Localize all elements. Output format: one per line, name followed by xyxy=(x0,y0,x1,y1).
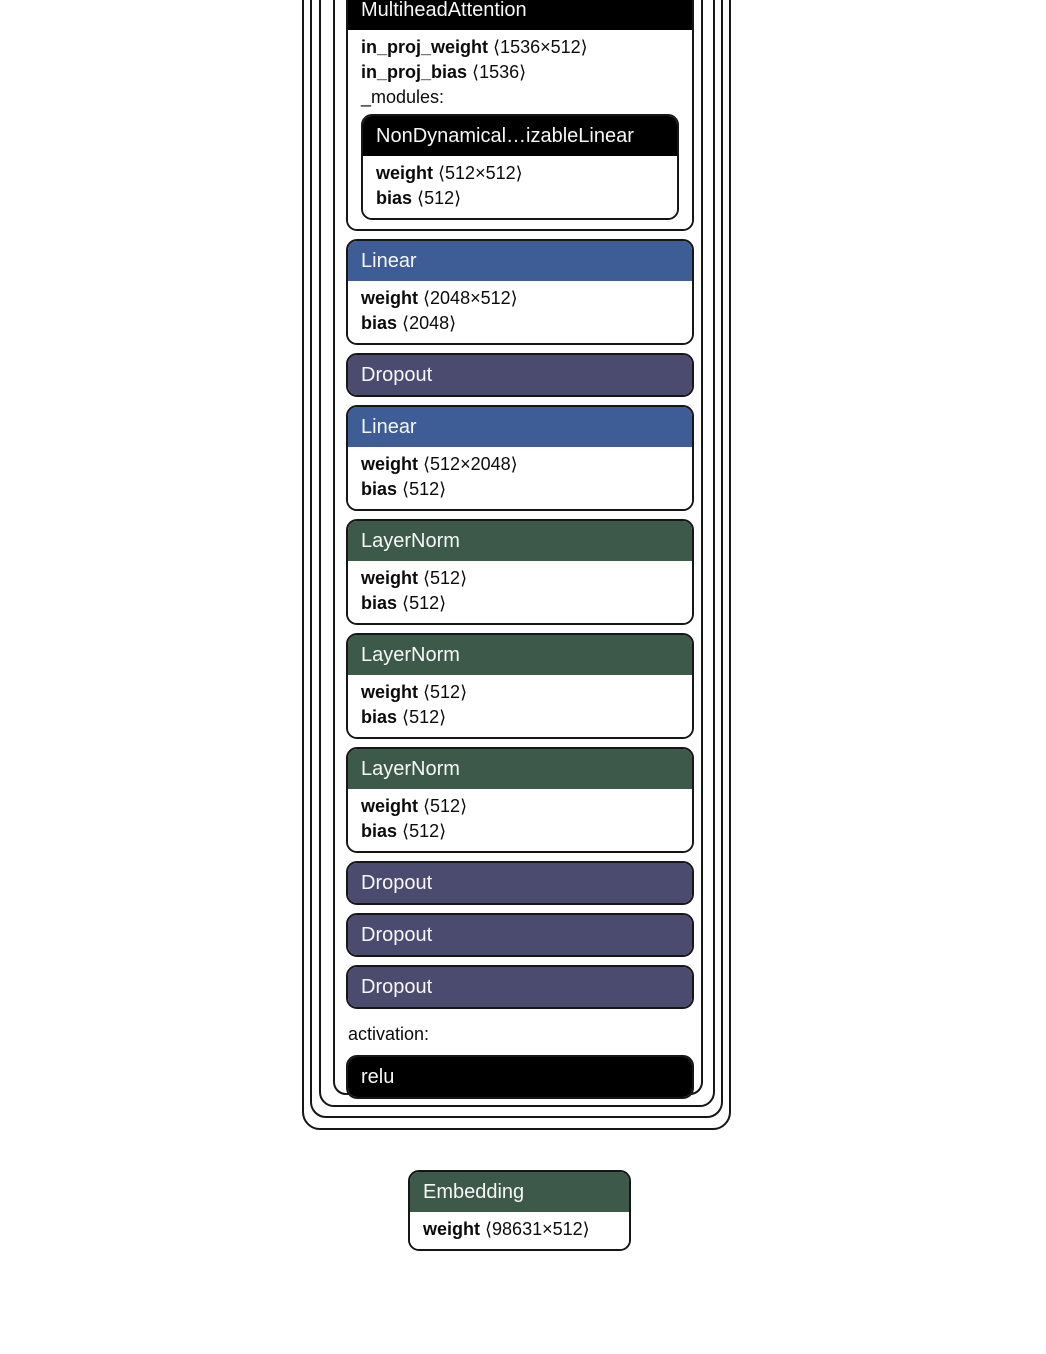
param-name: bias xyxy=(361,821,398,841)
param-row-weight xyxy=(376,161,664,186)
module-header-relu: relu xyxy=(348,1057,692,1097)
module-body xyxy=(348,561,692,623)
param-shape: ⟨2048×512⟩ xyxy=(423,288,518,308)
param-shape: ⟨1536×512⟩ xyxy=(493,37,588,57)
param-shape: ⟨512⟩ xyxy=(417,188,462,208)
param-name: weight xyxy=(423,1219,480,1239)
param-row-in-proj-bias xyxy=(361,60,679,85)
param-name: bias xyxy=(361,479,398,499)
param-shape: ⟨512⟩ xyxy=(402,821,447,841)
param-row-bias xyxy=(361,591,679,616)
param-row-weight xyxy=(361,452,679,477)
module-box-embedding xyxy=(408,1170,631,1251)
param-name: weight xyxy=(376,163,433,183)
module-header-dropout: Dropout xyxy=(348,863,692,903)
param-name: bias xyxy=(361,593,398,613)
param-row-bias xyxy=(361,311,679,336)
param-name: in_proj_bias xyxy=(361,62,468,82)
module-header-dropout: Dropout xyxy=(348,967,692,1007)
param-row-bias xyxy=(376,186,664,211)
module-box-layernorm xyxy=(346,747,694,853)
module-header-dropout: Dropout xyxy=(348,915,692,955)
module-box-layernorm xyxy=(346,519,694,625)
activation-section-label: activation: xyxy=(348,1024,430,1044)
param-shape: ⟨512⟩ xyxy=(423,682,468,702)
param-name: bias xyxy=(376,188,413,208)
module-header-linear: Linear xyxy=(348,241,692,281)
param-name: in_proj_weight xyxy=(361,37,489,57)
module-box-relu xyxy=(346,1055,694,1099)
param-row-weight xyxy=(423,1217,616,1242)
module-header-nondynamical-izablelinear: NonDynamical…izableLinear xyxy=(363,116,677,156)
module-box-linear xyxy=(346,239,694,345)
param-shape: ⟨512×2048⟩ xyxy=(423,454,518,474)
module-header-layernorm: LayerNorm xyxy=(348,635,692,675)
param-row-weight xyxy=(361,794,679,819)
module-box-linear xyxy=(346,405,694,511)
param-shape: ⟨512⟩ xyxy=(402,707,447,727)
module-body xyxy=(410,1212,629,1249)
module-stack xyxy=(346,0,694,1099)
param-shape: ⟨1536⟩ xyxy=(472,62,527,82)
param-name: weight xyxy=(361,454,418,474)
param-row-in-proj-weight xyxy=(361,35,679,60)
module-body xyxy=(363,156,677,218)
module-body xyxy=(348,789,692,851)
module-box-dropout xyxy=(346,965,694,1009)
param-name: weight xyxy=(361,568,418,588)
module-box-nondynamical-izablelinear xyxy=(361,114,679,220)
param-name: weight xyxy=(361,288,418,308)
param-row-weight xyxy=(361,680,679,705)
module-body xyxy=(348,447,692,509)
param-name: bias xyxy=(361,313,398,333)
module-header-embedding: Embedding xyxy=(410,1172,629,1212)
param-row-bias xyxy=(361,819,679,844)
param-name: weight xyxy=(361,682,418,702)
module-box-dropout xyxy=(346,913,694,957)
module-box-dropout xyxy=(346,861,694,905)
param-row-bias xyxy=(361,477,679,502)
param-shape: ⟨512⟩ xyxy=(402,479,447,499)
module-box-dropout xyxy=(346,353,694,397)
param-shape: ⟨2048⟩ xyxy=(402,313,457,333)
param-name: weight xyxy=(361,796,418,816)
param-shape: ⟨512⟩ xyxy=(423,568,468,588)
module-body xyxy=(348,281,692,343)
param-row-weight xyxy=(361,286,679,311)
module-box-layernorm xyxy=(346,633,694,739)
module-header-dropout: Dropout xyxy=(348,355,692,395)
embedding-slot xyxy=(408,1170,631,1251)
param-row-bias xyxy=(361,705,679,730)
module-header-layernorm: LayerNorm xyxy=(348,521,692,561)
module-header-layernorm: LayerNorm xyxy=(348,749,692,789)
param-row-weight xyxy=(361,566,679,591)
param-name: bias xyxy=(361,707,398,727)
module-box-multiheadattention xyxy=(346,0,694,231)
param-shape: ⟨98631×512⟩ xyxy=(485,1219,590,1239)
modules-section-label: _modules: xyxy=(361,87,445,107)
param-shape: ⟨512⟩ xyxy=(423,796,468,816)
module-header-linear: Linear xyxy=(348,407,692,447)
module-body xyxy=(348,675,692,737)
module-header-multiheadattention: MultiheadAttention xyxy=(348,0,692,30)
module-body xyxy=(348,30,692,229)
param-shape: ⟨512×512⟩ xyxy=(438,163,523,183)
param-shape: ⟨512⟩ xyxy=(402,593,447,613)
